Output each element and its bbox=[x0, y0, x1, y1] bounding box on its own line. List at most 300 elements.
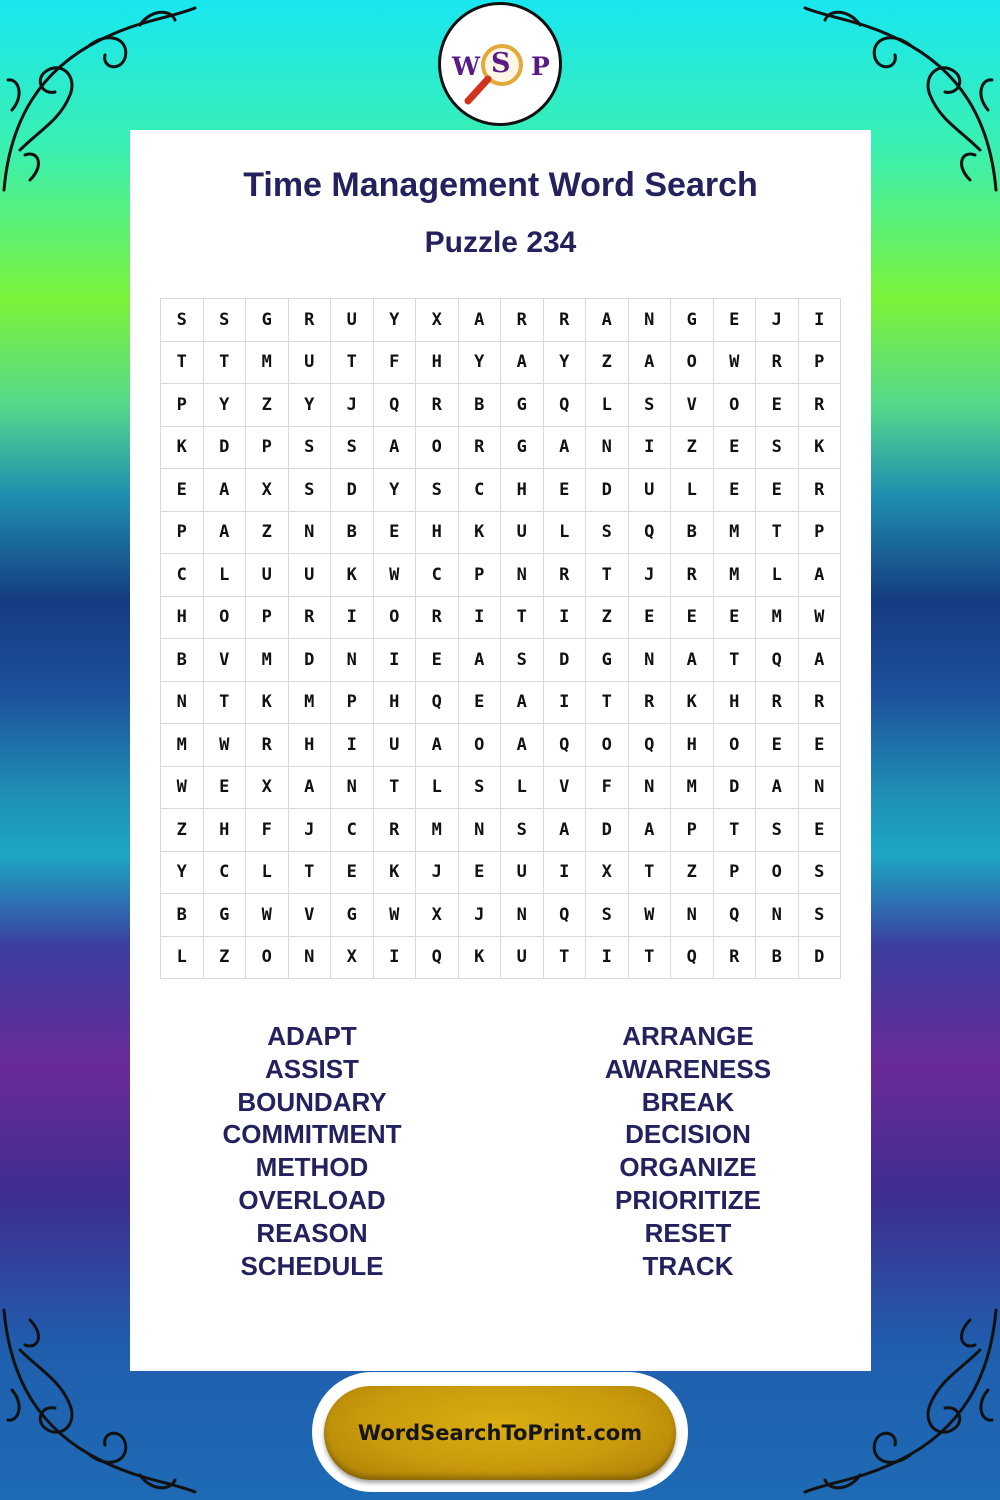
grid-cell[interactable]: S bbox=[628, 384, 671, 427]
grid-cell[interactable]: Y bbox=[543, 341, 586, 384]
grid-cell[interactable]: Z bbox=[671, 426, 714, 469]
grid-cell[interactable]: Y bbox=[288, 384, 331, 427]
grid-cell[interactable]: W bbox=[798, 596, 841, 639]
grid-cell[interactable]: U bbox=[288, 554, 331, 597]
grid-cell[interactable]: A bbox=[543, 809, 586, 852]
word-list-item: ARRANGE bbox=[622, 1021, 754, 1051]
grid-cell[interactable]: E bbox=[416, 639, 459, 682]
grid-cell[interactable]: Y bbox=[203, 384, 246, 427]
grid-cell[interactable]: H bbox=[373, 681, 416, 724]
grid-cell[interactable]: S bbox=[586, 894, 629, 937]
grid-cell[interactable]: L bbox=[501, 766, 544, 809]
word-list-item: ORGANIZE bbox=[619, 1152, 757, 1183]
grid-row bbox=[161, 766, 841, 809]
grid-cell[interactable]: N bbox=[458, 809, 501, 852]
grid-cell[interactable]: G bbox=[501, 384, 544, 427]
grid-cell[interactable]: R bbox=[798, 681, 841, 724]
grid-cell[interactable]: I bbox=[543, 596, 586, 639]
grid-cell[interactable]: B bbox=[161, 639, 204, 682]
grid-cell[interactable]: M bbox=[246, 639, 289, 682]
grid-cell[interactable]: R bbox=[501, 299, 544, 342]
grid-cell[interactable]: D bbox=[331, 469, 374, 512]
word-list-item: BOUNDARY bbox=[237, 1086, 387, 1117]
grid-cell[interactable]: S bbox=[756, 426, 799, 469]
grid-cell[interactable]: W bbox=[203, 724, 246, 767]
grid-row bbox=[161, 681, 841, 724]
grid-cell[interactable]: S bbox=[416, 469, 459, 512]
grid-cell[interactable]: U bbox=[331, 299, 374, 342]
grid-cell[interactable]: T bbox=[288, 851, 331, 894]
grid-cell[interactable]: E bbox=[798, 724, 841, 767]
grid-cell[interactable]: A bbox=[628, 341, 671, 384]
grid-cell[interactable]: Y bbox=[458, 341, 501, 384]
grid-cell[interactable]: R bbox=[288, 299, 331, 342]
grid-cell[interactable]: O bbox=[416, 426, 459, 469]
grid-cell[interactable]: L bbox=[671, 469, 714, 512]
grid-cell[interactable]: R bbox=[543, 554, 586, 597]
grid-cell[interactable]: A bbox=[203, 511, 246, 554]
grid-cell[interactable]: M bbox=[671, 766, 714, 809]
grid-cell[interactable]: T bbox=[331, 341, 374, 384]
grid-cell[interactable]: M bbox=[756, 596, 799, 639]
grid-cell[interactable]: T bbox=[161, 341, 204, 384]
grid-cell[interactable]: O bbox=[458, 724, 501, 767]
grid-cell[interactable]: X bbox=[586, 851, 629, 894]
grid-cell[interactable]: I bbox=[373, 936, 416, 979]
grid-cell[interactable]: P bbox=[671, 809, 714, 852]
word-list-item: METHOD bbox=[255, 1152, 369, 1183]
grid-cell[interactable]: J bbox=[756, 299, 799, 342]
grid-cell[interactable]: R bbox=[543, 299, 586, 342]
grid-cell[interactable]: T bbox=[501, 596, 544, 639]
grid-cell[interactable]: T bbox=[713, 639, 756, 682]
grid-cell[interactable]: Q bbox=[416, 681, 459, 724]
grid-cell[interactable]: J bbox=[628, 554, 671, 597]
word-list-item: ASSIST bbox=[265, 1053, 359, 1084]
grid-cell[interactable]: Z bbox=[586, 341, 629, 384]
grid-cell[interactable]: F bbox=[246, 809, 289, 852]
grid-cell[interactable]: W bbox=[628, 894, 671, 937]
grid-cell[interactable]: E bbox=[671, 596, 714, 639]
grid-cell[interactable]: L bbox=[756, 554, 799, 597]
grid-cell[interactable]: A bbox=[288, 766, 331, 809]
grid-cell[interactable]: J bbox=[416, 851, 459, 894]
grid-cell[interactable]: O bbox=[586, 724, 629, 767]
grid-cell[interactable]: N bbox=[501, 554, 544, 597]
grid-cell[interactable]: O bbox=[671, 341, 714, 384]
grid-cell[interactable]: W bbox=[161, 766, 204, 809]
grid-cell[interactable]: D bbox=[713, 766, 756, 809]
grid-cell[interactable]: R bbox=[288, 596, 331, 639]
grid-cell[interactable]: B bbox=[458, 384, 501, 427]
grid-cell[interactable]: A bbox=[586, 299, 629, 342]
grid-cell[interactable]: S bbox=[288, 426, 331, 469]
grid-cell[interactable]: Q bbox=[543, 894, 586, 937]
grid-cell[interactable]: S bbox=[161, 299, 204, 342]
grid-cell[interactable]: V bbox=[671, 384, 714, 427]
grid-cell[interactable]: P bbox=[798, 341, 841, 384]
grid-cell[interactable]: Z bbox=[203, 936, 246, 979]
grid-cell[interactable]: X bbox=[416, 299, 459, 342]
grid-cell[interactable]: Z bbox=[161, 809, 204, 852]
grid-cell[interactable]: G bbox=[501, 426, 544, 469]
site-link-button[interactable]: WordSearchToPrint.com bbox=[324, 1386, 676, 1480]
grid-row bbox=[161, 894, 841, 937]
grid-cell[interactable]: A bbox=[373, 426, 416, 469]
grid-row bbox=[161, 554, 841, 597]
grid-cell[interactable]: W bbox=[246, 894, 289, 937]
grid-cell[interactable]: B bbox=[161, 894, 204, 937]
grid-cell[interactable]: N bbox=[628, 766, 671, 809]
grid-cell[interactable]: Z bbox=[586, 596, 629, 639]
grid-row bbox=[161, 724, 841, 767]
letter-grid bbox=[160, 298, 841, 979]
grid-cell[interactable]: A bbox=[543, 426, 586, 469]
grid-cell[interactable]: Q bbox=[628, 724, 671, 767]
grid-cell[interactable]: H bbox=[713, 681, 756, 724]
grid-cell[interactable]: E bbox=[756, 469, 799, 512]
grid-cell[interactable]: Z bbox=[246, 511, 289, 554]
grid-cell[interactable]: L bbox=[161, 936, 204, 979]
grid-cell[interactable]: B bbox=[756, 936, 799, 979]
logo-letter-w: W bbox=[452, 52, 481, 81]
grid-cell[interactable]: R bbox=[628, 681, 671, 724]
grid-cell[interactable]: Z bbox=[671, 851, 714, 894]
grid-cell[interactable]: Y bbox=[161, 851, 204, 894]
grid-cell[interactable]: H bbox=[416, 341, 459, 384]
grid-cell[interactable]: L bbox=[586, 384, 629, 427]
grid-cell[interactable]: H bbox=[161, 596, 204, 639]
grid-cell[interactable]: C bbox=[161, 554, 204, 597]
grid-cell[interactable]: V bbox=[543, 766, 586, 809]
grid-cell[interactable]: C bbox=[416, 554, 459, 597]
grid-cell[interactable]: E bbox=[756, 724, 799, 767]
grid-cell[interactable]: O bbox=[203, 596, 246, 639]
word-list-item: ADAPT bbox=[267, 1021, 357, 1051]
word-list-item: OVERLOAD bbox=[238, 1184, 386, 1215]
grid-cell[interactable]: S bbox=[798, 851, 841, 894]
grid-row bbox=[161, 341, 841, 384]
grid-cell[interactable]: U bbox=[246, 554, 289, 597]
grid-cell[interactable]: V bbox=[203, 639, 246, 682]
grid-row bbox=[161, 809, 841, 852]
grid-cell[interactable]: U bbox=[373, 724, 416, 767]
grid-cell[interactable]: Y bbox=[373, 299, 416, 342]
grid-cell[interactable]: V bbox=[288, 894, 331, 937]
grid-cell[interactable]: R bbox=[756, 341, 799, 384]
grid-cell[interactable]: K bbox=[671, 681, 714, 724]
grid-cell[interactable]: H bbox=[671, 724, 714, 767]
grid-row bbox=[161, 639, 841, 682]
grid-cell[interactable]: F bbox=[373, 341, 416, 384]
grid-cell[interactable]: B bbox=[671, 511, 714, 554]
grid-cell[interactable]: E bbox=[713, 596, 756, 639]
grid-cell[interactable]: S bbox=[203, 299, 246, 342]
grid-cell[interactable]: R bbox=[373, 809, 416, 852]
grid-cell[interactable]: A bbox=[458, 299, 501, 342]
grid-cell[interactable]: H bbox=[416, 511, 459, 554]
grid-cell[interactable]: S bbox=[458, 766, 501, 809]
grid-cell[interactable]: O bbox=[246, 936, 289, 979]
word-list-item: REASON bbox=[256, 1217, 368, 1248]
grid-cell[interactable]: S bbox=[331, 426, 374, 469]
grid-cell[interactable]: S bbox=[586, 511, 629, 554]
grid-cell[interactable]: R bbox=[756, 681, 799, 724]
grid-cell[interactable]: J bbox=[458, 894, 501, 937]
grid-cell[interactable]: M bbox=[161, 724, 204, 767]
grid-cell[interactable]: X bbox=[246, 766, 289, 809]
grid-cell[interactable]: G bbox=[586, 639, 629, 682]
grid-cell[interactable]: N bbox=[586, 426, 629, 469]
grid-cell[interactable]: P bbox=[331, 681, 374, 724]
grid-cell[interactable]: Q bbox=[416, 936, 459, 979]
grid-cell[interactable]: A bbox=[628, 809, 671, 852]
grid-cell[interactable]: X bbox=[416, 894, 459, 937]
grid-cell[interactable]: M bbox=[246, 341, 289, 384]
grid-cell[interactable]: G bbox=[331, 894, 374, 937]
grid-cell[interactable]: D bbox=[203, 426, 246, 469]
grid-cell[interactable]: A bbox=[756, 766, 799, 809]
grid-cell[interactable]: T bbox=[543, 936, 586, 979]
grid-cell[interactable]: N bbox=[798, 766, 841, 809]
grid-cell[interactable]: L bbox=[203, 554, 246, 597]
grid-cell[interactable]: W bbox=[373, 554, 416, 597]
grid-cell[interactable]: S bbox=[798, 894, 841, 937]
grid-cell[interactable]: P bbox=[798, 511, 841, 554]
grid-cell[interactable]: X bbox=[331, 936, 374, 979]
grid-cell[interactable]: P bbox=[458, 554, 501, 597]
grid-cell[interactable]: A bbox=[416, 724, 459, 767]
grid-cell[interactable]: A bbox=[501, 724, 544, 767]
puzzle-sheet bbox=[130, 130, 871, 1371]
grid-cell[interactable]: D bbox=[288, 639, 331, 682]
grid-cell[interactable]: I bbox=[543, 851, 586, 894]
grid-cell[interactable]: W bbox=[713, 341, 756, 384]
grid-cell[interactable]: S bbox=[288, 469, 331, 512]
grid-cell[interactable]: Q bbox=[543, 724, 586, 767]
grid-cell[interactable]: P bbox=[246, 596, 289, 639]
grid-cell[interactable]: C bbox=[331, 809, 374, 852]
grid-cell[interactable]: N bbox=[288, 511, 331, 554]
page-title: Time Management Word Search bbox=[243, 166, 758, 204]
grid-cell[interactable]: R bbox=[798, 384, 841, 427]
grid-cell[interactable]: K bbox=[331, 554, 374, 597]
grid-cell[interactable]: A bbox=[798, 639, 841, 682]
grid-cell[interactable]: T bbox=[586, 554, 629, 597]
word-list-item: TRACK bbox=[642, 1250, 734, 1281]
grid-cell[interactable]: D bbox=[586, 809, 629, 852]
grid-cell[interactable]: E bbox=[373, 511, 416, 554]
grid-cell[interactable]: D bbox=[798, 936, 841, 979]
grid-cell[interactable]: Q bbox=[628, 511, 671, 554]
grid-cell[interactable]: U bbox=[288, 341, 331, 384]
grid-cell[interactable]: P bbox=[161, 384, 204, 427]
site-button-frame bbox=[312, 1372, 688, 1492]
word-list-item: PRIORITIZE bbox=[615, 1184, 761, 1215]
grid-cell[interactable]: U bbox=[501, 511, 544, 554]
grid-cell[interactable]: R bbox=[246, 724, 289, 767]
grid-cell[interactable]: E bbox=[458, 851, 501, 894]
grid-cell[interactable]: E bbox=[713, 426, 756, 469]
grid-cell[interactable]: I bbox=[543, 681, 586, 724]
grid-row bbox=[161, 384, 841, 427]
grid-cell[interactable]: K bbox=[373, 851, 416, 894]
grid-cell[interactable]: K bbox=[458, 936, 501, 979]
grid-cell[interactable]: C bbox=[458, 469, 501, 512]
grid-cell[interactable]: N bbox=[501, 894, 544, 937]
grid-cell[interactable]: E bbox=[798, 809, 841, 852]
grid-cell[interactable]: T bbox=[756, 511, 799, 554]
word-list-item: AWARENESS bbox=[604, 1053, 772, 1084]
grid-cell[interactable]: E bbox=[756, 384, 799, 427]
grid-cell[interactable]: U bbox=[501, 851, 544, 894]
grid-cell[interactable]: M bbox=[713, 511, 756, 554]
word-list-item: SCHEDULE bbox=[240, 1250, 384, 1281]
grid-cell[interactable]: E bbox=[713, 469, 756, 512]
grid-cell[interactable]: W bbox=[373, 894, 416, 937]
grid-cell[interactable]: S bbox=[501, 639, 544, 682]
grid-cell[interactable]: A bbox=[203, 469, 246, 512]
word-list-item: DECISION bbox=[625, 1119, 751, 1150]
grid-cell[interactable]: J bbox=[331, 384, 374, 427]
grid-cell[interactable]: U bbox=[628, 469, 671, 512]
grid-cell[interactable]: R bbox=[798, 469, 841, 512]
grid-cell[interactable]: I bbox=[331, 596, 374, 639]
grid-cell[interactable]: H bbox=[501, 469, 544, 512]
grid-cell[interactable]: K bbox=[798, 426, 841, 469]
grid-cell[interactable]: T bbox=[203, 681, 246, 724]
puzzle-number: Puzzle 234 bbox=[424, 226, 577, 259]
site-logo[interactable] bbox=[438, 2, 562, 126]
logo-letter-s: S bbox=[491, 48, 511, 79]
grid-cell[interactable]: N bbox=[331, 639, 374, 682]
grid-cell[interactable]: L bbox=[246, 851, 289, 894]
grid-cell[interactable]: H bbox=[288, 724, 331, 767]
word-list-left bbox=[162, 1020, 462, 1282]
grid-cell[interactable]: T bbox=[586, 681, 629, 724]
grid-cell[interactable]: N bbox=[331, 766, 374, 809]
grid-cell[interactable]: O bbox=[713, 724, 756, 767]
grid-row bbox=[161, 426, 841, 469]
grid-cell[interactable]: Q bbox=[671, 936, 714, 979]
grid-cell[interactable]: A bbox=[501, 681, 544, 724]
grid-cell[interactable]: Y bbox=[373, 469, 416, 512]
grid-cell[interactable]: M bbox=[416, 809, 459, 852]
grid-cell[interactable]: G bbox=[246, 299, 289, 342]
grid-cell[interactable]: I bbox=[331, 724, 374, 767]
grid-cell[interactable]: T bbox=[713, 809, 756, 852]
grid-cell[interactable]: N bbox=[161, 681, 204, 724]
grid-cell[interactable]: N bbox=[628, 639, 671, 682]
grid-cell[interactable]: O bbox=[713, 384, 756, 427]
grid-row bbox=[161, 936, 841, 979]
grid-cell[interactable]: P bbox=[246, 426, 289, 469]
grid-cell[interactable]: L bbox=[543, 511, 586, 554]
grid-cell[interactable]: J bbox=[288, 809, 331, 852]
grid-cell[interactable]: A bbox=[798, 554, 841, 597]
grid-cell[interactable]: S bbox=[501, 809, 544, 852]
grid-cell[interactable]: R bbox=[416, 596, 459, 639]
grid-cell[interactable]: U bbox=[501, 936, 544, 979]
grid-cell[interactable]: B bbox=[331, 511, 374, 554]
grid-cell[interactable]: E bbox=[628, 596, 671, 639]
grid-cell[interactable]: I bbox=[798, 299, 841, 342]
word-list-item: RESET bbox=[644, 1217, 732, 1248]
grid-cell[interactable]: T bbox=[628, 851, 671, 894]
grid-cell[interactable]: T bbox=[628, 936, 671, 979]
grid-cell[interactable]: N bbox=[628, 299, 671, 342]
grid-cell[interactable]: M bbox=[288, 681, 331, 724]
grid-cell[interactable]: E bbox=[161, 469, 204, 512]
grid-cell[interactable]: Q bbox=[373, 384, 416, 427]
grid-row bbox=[161, 851, 841, 894]
grid-cell[interactable]: I bbox=[586, 936, 629, 979]
grid-cell[interactable]: R bbox=[671, 554, 714, 597]
grid-cell[interactable]: S bbox=[756, 809, 799, 852]
grid-row bbox=[161, 469, 841, 512]
grid-cell[interactable]: O bbox=[373, 596, 416, 639]
grid-cell[interactable]: E bbox=[331, 851, 374, 894]
grid-cell[interactable]: M bbox=[713, 554, 756, 597]
grid-cell[interactable]: E bbox=[458, 681, 501, 724]
word-list-right bbox=[538, 1020, 838, 1282]
grid-row bbox=[161, 596, 841, 639]
grid-cell[interactable]: N bbox=[756, 894, 799, 937]
grid-cell[interactable]: Q bbox=[543, 384, 586, 427]
logo-letter-p: P bbox=[531, 52, 550, 81]
word-list-item: BREAK bbox=[641, 1086, 735, 1117]
word-list-item: COMMITMENT bbox=[222, 1119, 402, 1150]
grid-cell[interactable]: R bbox=[713, 936, 756, 979]
grid-cell[interactable]: A bbox=[671, 639, 714, 682]
grid-cell[interactable]: E bbox=[713, 299, 756, 342]
grid-cell[interactable]: K bbox=[458, 511, 501, 554]
grid-cell[interactable]: A bbox=[458, 639, 501, 682]
grid-cell[interactable]: T bbox=[203, 341, 246, 384]
grid-cell[interactable]: N bbox=[288, 936, 331, 979]
grid-cell[interactable]: Q bbox=[713, 894, 756, 937]
grid-cell[interactable]: D bbox=[543, 639, 586, 682]
grid-cell[interactable]: X bbox=[246, 469, 289, 512]
grid-cell[interactable]: I bbox=[628, 426, 671, 469]
grid-cell[interactable]: G bbox=[671, 299, 714, 342]
grid-cell[interactable]: I bbox=[458, 596, 501, 639]
grid-cell[interactable]: P bbox=[161, 511, 204, 554]
grid-cell[interactable]: K bbox=[161, 426, 204, 469]
grid-cell[interactable]: D bbox=[586, 469, 629, 512]
grid-cell[interactable]: P bbox=[713, 851, 756, 894]
grid-cell[interactable]: K bbox=[246, 681, 289, 724]
grid-cell[interactable]: N bbox=[671, 894, 714, 937]
grid-cell[interactable]: Z bbox=[246, 384, 289, 427]
grid-cell[interactable]: Q bbox=[756, 639, 799, 682]
grid-cell[interactable]: O bbox=[756, 851, 799, 894]
grid-cell[interactable]: E bbox=[543, 469, 586, 512]
grid-row bbox=[161, 511, 841, 554]
grid-cell[interactable]: R bbox=[458, 426, 501, 469]
grid-cell[interactable]: H bbox=[203, 809, 246, 852]
grid-cell[interactable]: I bbox=[373, 639, 416, 682]
grid-cell[interactable]: R bbox=[416, 384, 459, 427]
grid-cell[interactable]: L bbox=[416, 766, 459, 809]
grid-cell[interactable]: G bbox=[203, 894, 246, 937]
grid-cell[interactable]: F bbox=[586, 766, 629, 809]
grid-cell[interactable]: A bbox=[501, 341, 544, 384]
grid-row bbox=[161, 299, 841, 342]
grid-cell[interactable]: T bbox=[373, 766, 416, 809]
grid-cell[interactable]: C bbox=[203, 851, 246, 894]
grid-cell[interactable]: E bbox=[203, 766, 246, 809]
